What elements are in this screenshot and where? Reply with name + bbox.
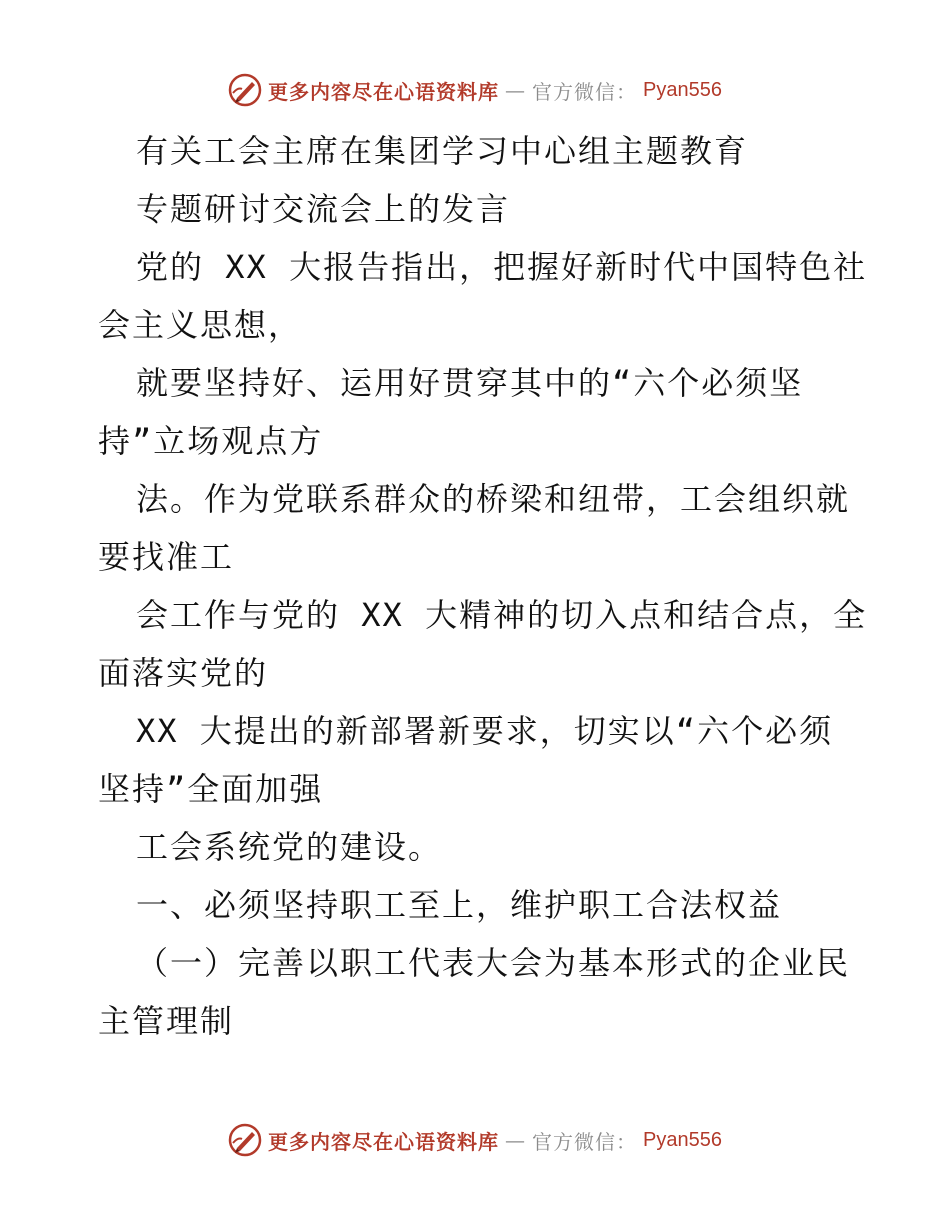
doc-title-line-1: 有关工会主席在集团学习中心组主题教育 [136, 132, 749, 170]
doc-paragraph-line: 会主义思想， [98, 306, 303, 344]
doc-paragraph-line: 坚持”全面加强 [98, 770, 324, 808]
doc-paragraph-line: 党的 XX 大报告指出，把握好新时代中国特色社 [136, 248, 868, 286]
doc-paragraph-line: XX 大提出的新部署新要求，切实以“六个必须 [136, 712, 834, 750]
doc-title-line-2: 专题研讨交流会上的发言 [136, 190, 511, 228]
watermark-label: 官方微信： [532, 79, 638, 104]
pen-logo-icon [228, 1123, 262, 1157]
watermark-handle: Pyan556 [643, 1128, 722, 1151]
watermark-label: 官方微信： [532, 1129, 638, 1154]
doc-subsection-heading-cont: 主管理制 [98, 1002, 235, 1040]
document-body [98, 122, 868, 1050]
watermark-header [0, 70, 950, 110]
watermark-footer [0, 1120, 950, 1160]
watermark-separator: — [505, 1128, 527, 1152]
doc-paragraph-line: 持”立场观点方 [98, 422, 324, 460]
doc-section-heading: 一、必须坚持职工至上，维护职工合法权益 [136, 886, 783, 924]
watermark-site-text: 更多内容尽在心语资料库 [268, 79, 500, 104]
doc-paragraph-line: 要找准工 [98, 538, 235, 576]
watermark-separator: — [505, 78, 527, 102]
doc-subsection-heading: （一）完善以职工代表大会为基本形式的企业民 [136, 944, 851, 982]
watermark-handle: Pyan556 [643, 78, 722, 101]
doc-paragraph-line: 法。作为党联系群众的桥梁和纽带，工会组织就 [136, 480, 851, 518]
doc-paragraph-line: 面落实党的 [98, 654, 269, 692]
pen-logo-icon [228, 73, 262, 107]
watermark-site-text: 更多内容尽在心语资料库 [268, 1129, 500, 1154]
doc-paragraph-line: 会工作与党的 XX 大精神的切入点和结合点，全 [136, 596, 868, 634]
doc-paragraph-line: 就要坚持好、运用好贯穿其中的“六个必须坚 [136, 364, 804, 402]
doc-paragraph-line: 工会系统党的建设。 [136, 828, 443, 866]
